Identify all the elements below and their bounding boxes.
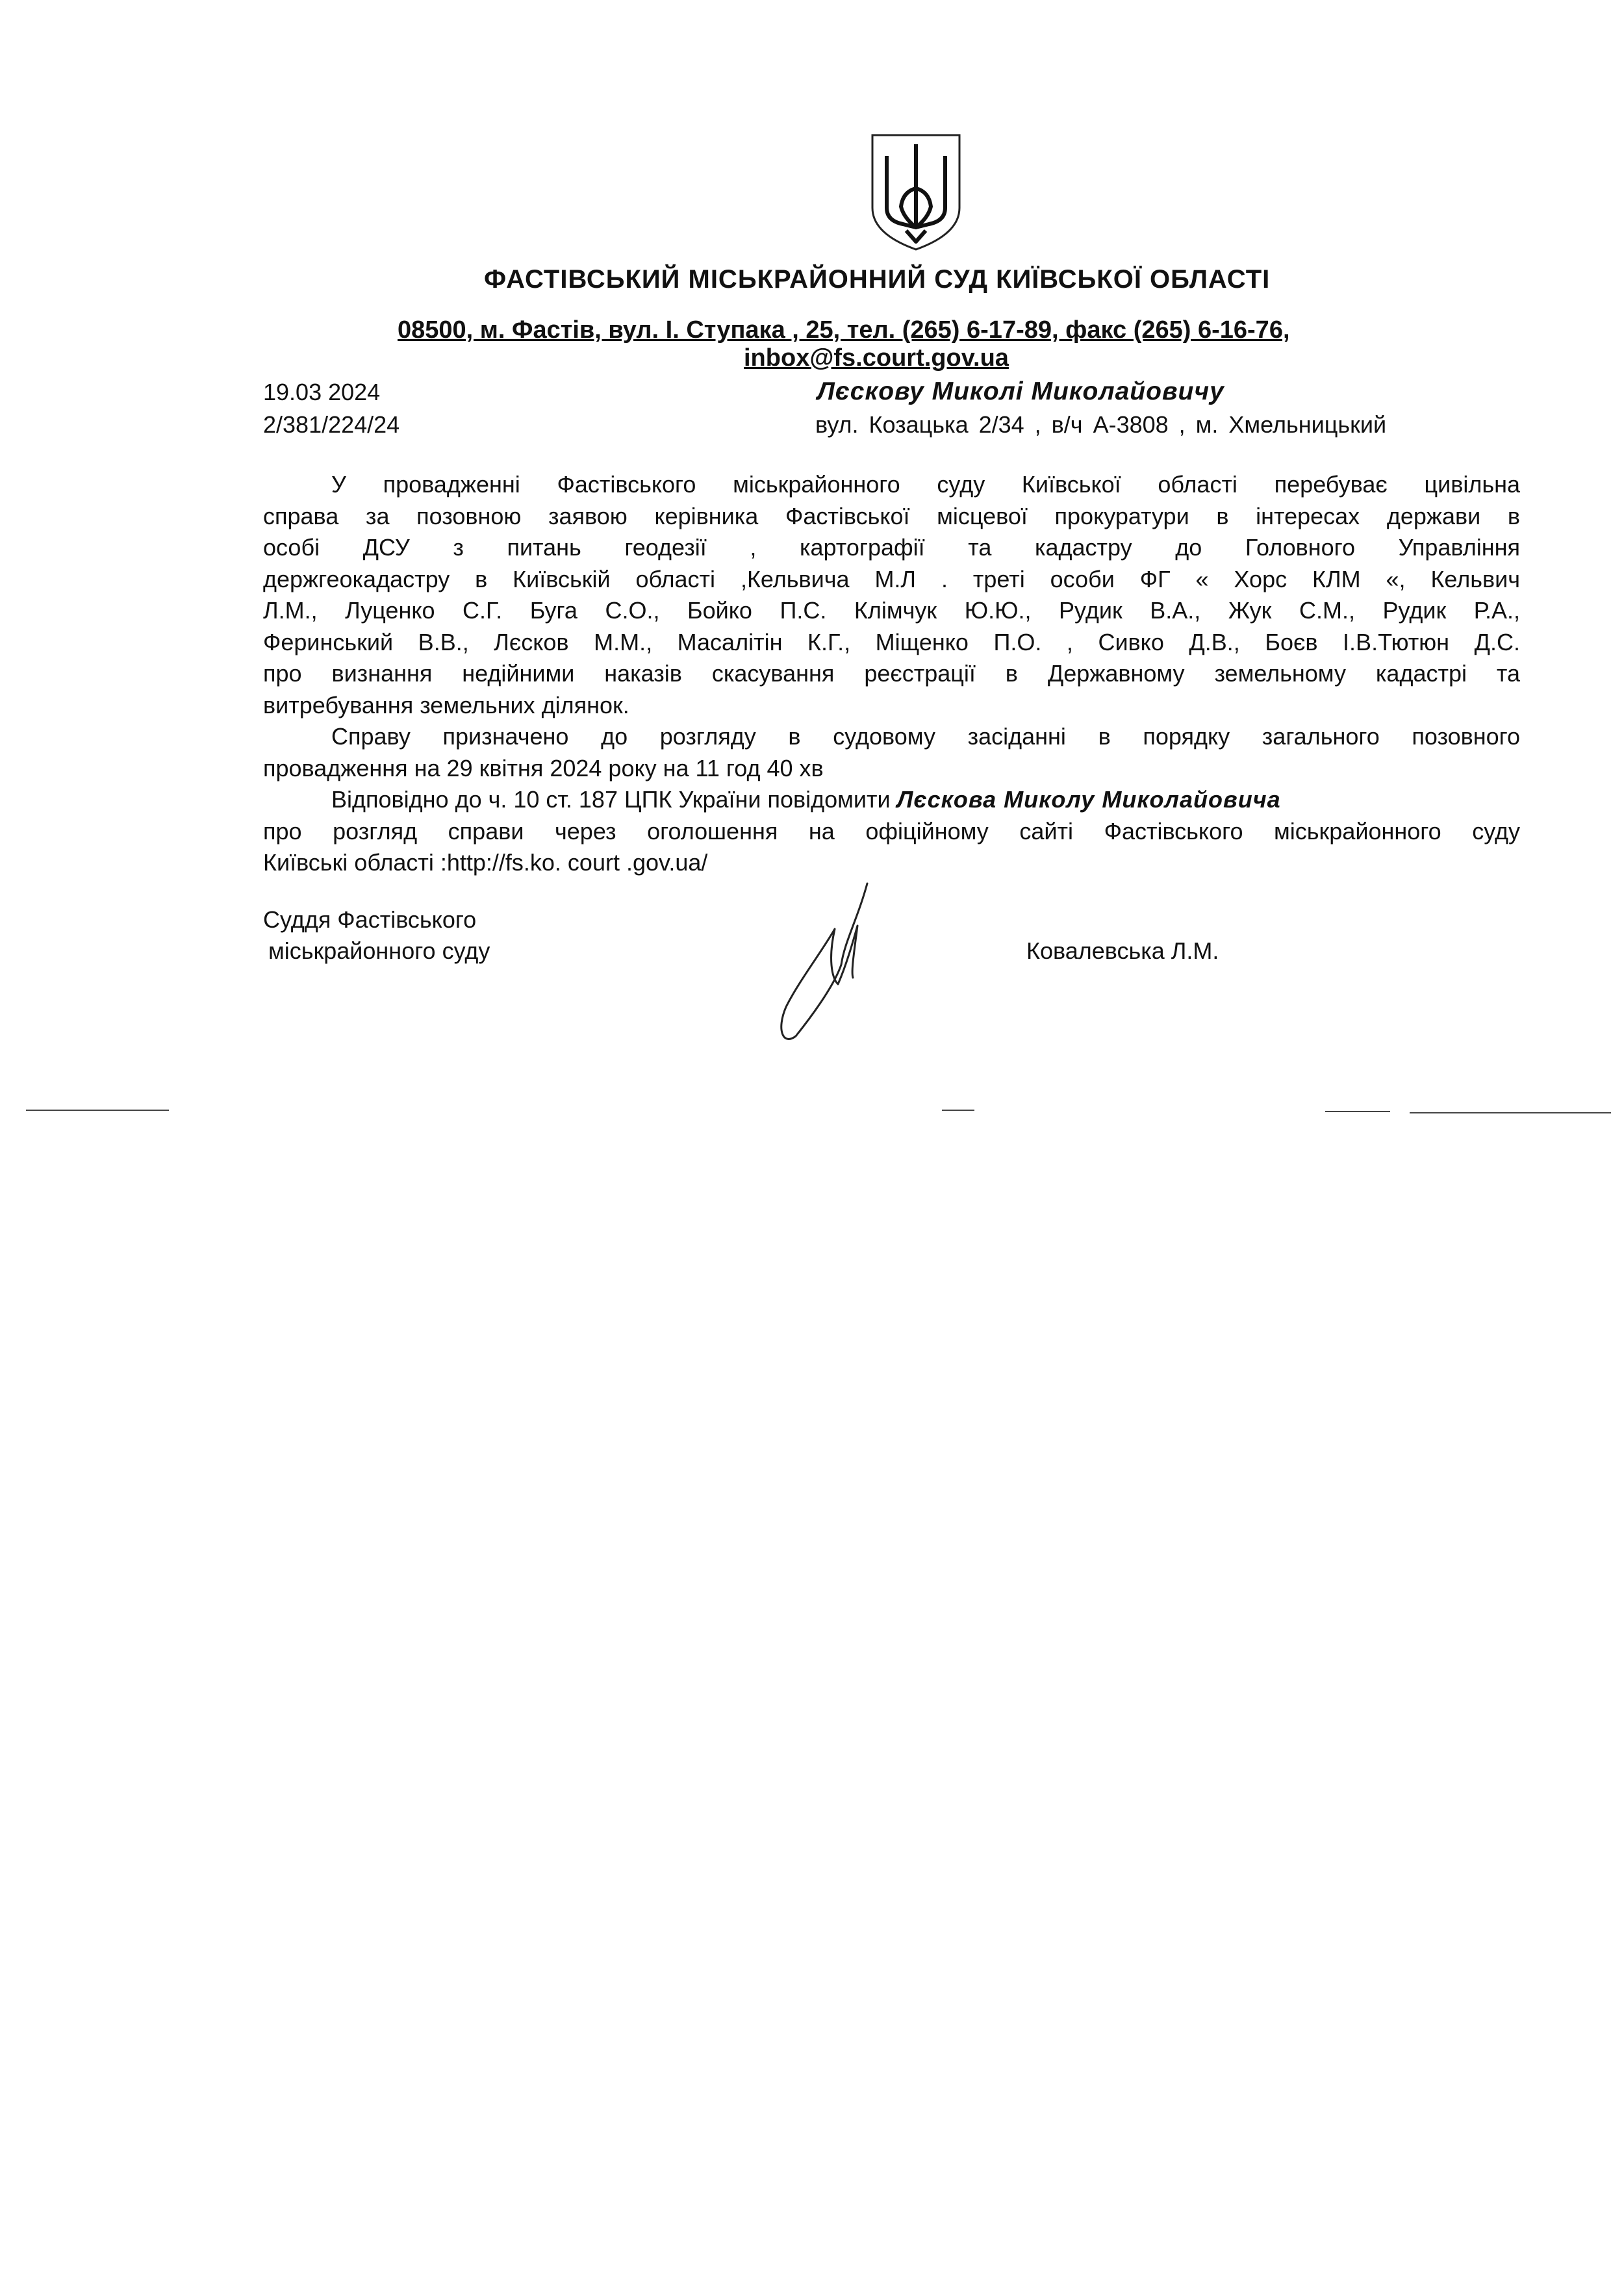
- body-line: Л.М., Луценко С.Г. Буга С.О., Бойко П.С. Клімчук Ю.Ю., Рудик В.А., Жук С.М., Рудик Р.А.,: [263, 597, 1520, 624]
- hearing-date-line: провадження на 29 квітня 2024 року на 11 год 40 хв: [263, 754, 824, 782]
- judge-title: Суддя Фастівського: [263, 906, 477, 933]
- document-date: 19.03 2024: [263, 379, 381, 405]
- recipient-address: вул. Козацька 2/34 , в/ч А-3808 , м. Хмельницький: [815, 411, 1387, 438]
- notice-website-line: Київські області :http://fs.ko. court .gov.ua/: [263, 849, 708, 876]
- scan-artifact-line: [1410, 1112, 1611, 1113]
- hearing-line: Справу призначено до розгляду в судовому засіданні в порядку загального позовного: [331, 723, 1520, 750]
- body-line: Феринський В.В., Лєсков М.М., Масалітін К.Г., Міщенко П.О. , Сивко Д.В., Боєв І.В.Тютюн Д.С.: [263, 628, 1520, 655]
- scan-artifact-line: [1325, 1111, 1390, 1112]
- notice-prefix: Відповідно до ч. 10 ст. 187 ЦПК України повідомити: [331, 786, 891, 813]
- court-name-heading: ФАСТІВСЬКИЙ МІСЬКРАЙОННИЙ СУД КИЇВСЬКОЇ ОБЛАСТІ: [484, 265, 1271, 294]
- notice-recipient-name: Лєскова Миколу Миколайовича: [896, 786, 1281, 813]
- recipient-name: Лєскову Миколі Миколайовичу: [817, 377, 1224, 405]
- notice-line: [263, 784, 1520, 816]
- body-line: витребування земельних ділянок.: [263, 691, 629, 718]
- body-line: особі ДСУ з питань геодезії , картографії та кадастру до Головного Управління: [263, 534, 1520, 561]
- handwritten-signature-icon: [770, 880, 880, 1046]
- court-email: inbox@fs.court.gov.ua: [744, 344, 1009, 372]
- letter-body: [263, 469, 1520, 879]
- body-line: держгеокадастру в Київській області ,Кельвича М.Л . треті особи ФГ « Хорс КЛМ «, Кельвич: [263, 565, 1520, 592]
- coat-of-arms-icon: [867, 130, 965, 253]
- scan-artifact-line: [942, 1110, 974, 1111]
- court-address-line: 08500, м. Фастів, вул. І. Ступака , 25, тел. (265) 6-17-89, факс (265) 6-16-76,: [398, 316, 1290, 344]
- case-reference: 2/381/224/24: [263, 411, 400, 438]
- judge-name: Ковалевська Л.М.: [1026, 937, 1219, 964]
- scan-artifact-line: [26, 1110, 169, 1111]
- notice-line: про розгляд справи через оголошення на офіційному сайті Фастівського міськрайонного суду: [263, 817, 1520, 845]
- judge-title: міськрайонного суду: [268, 937, 490, 964]
- body-line: справа за позовною заявою керівника Фастівської місцевої прокуратури в інтересах держави в: [263, 502, 1520, 529]
- body-line: У провадженні Фастівського міськрайонного суду Київської області перебуває цивільна: [331, 471, 1520, 498]
- body-line: про визнання недійними наказів скасування реєстрації в Державному земельному кадастрі та: [263, 660, 1520, 687]
